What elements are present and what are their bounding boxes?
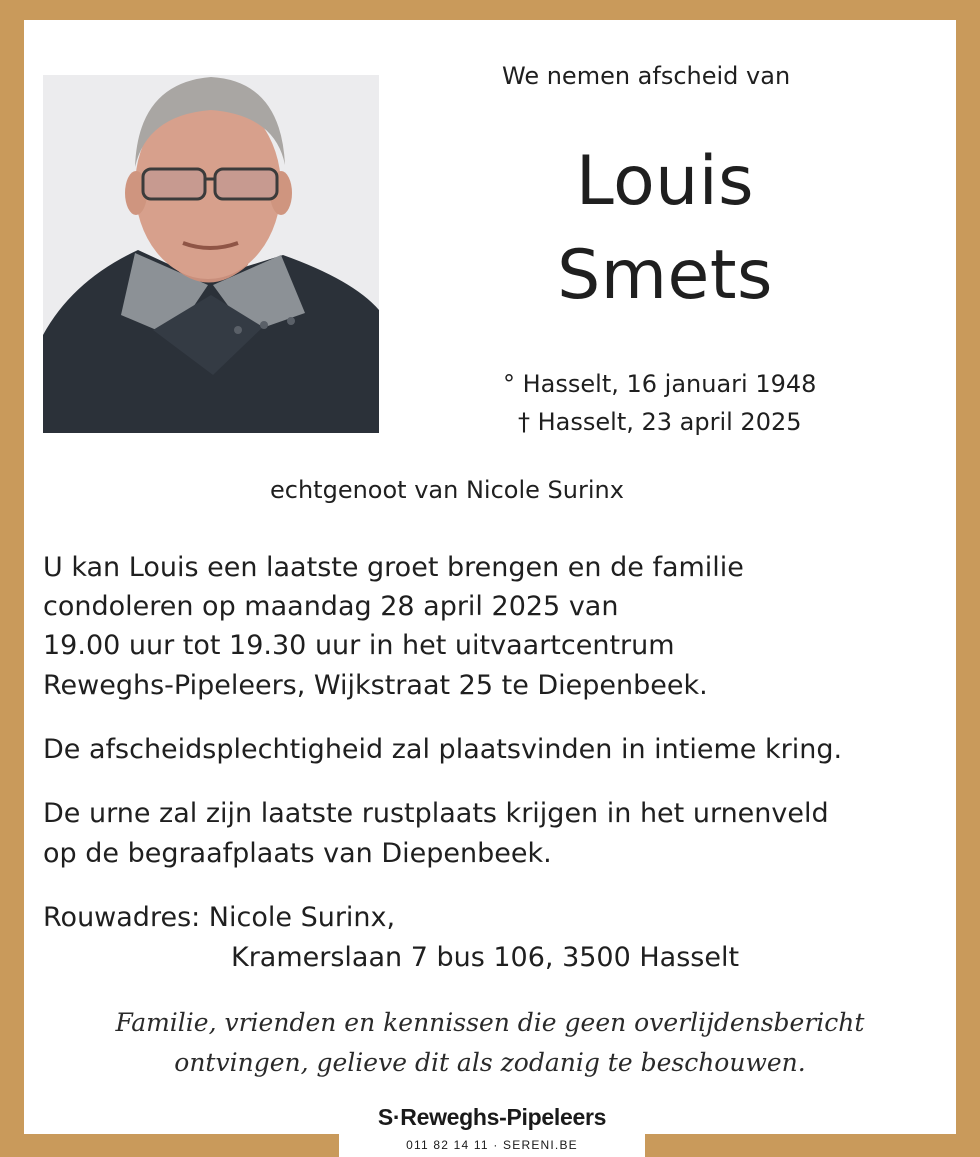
visit-line-2: condoleren op maandag 28 april 2025 van xyxy=(43,591,619,622)
closing-note-line-1: Familie, vrienden en kennissen die geen overlijdensbericht xyxy=(115,1008,865,1037)
ceremony-text: De afscheidsplechtigheid zal plaatsvinden in intieme kring. xyxy=(43,734,843,765)
funeral-home-logo xyxy=(339,1104,645,1131)
birth-date: ° Hasselt, 16 januari 1948 xyxy=(503,370,817,398)
spouse-line: echtgenoot van Nicole Surinx xyxy=(270,476,624,504)
intro-text: We nemen afscheid van xyxy=(502,62,791,90)
urn-line-1: De urne zal zijn laatste rustplaats krijgen in het urnenveld xyxy=(43,798,829,829)
address-line-1: Rouwadres: Nicole Surinx, xyxy=(43,902,396,933)
death-date: † Hasselt, 23 april 2025 xyxy=(518,408,802,436)
closing-note-line-2: ontvingen, gelieve dit als zodanig te beschouwen. xyxy=(174,1048,806,1077)
footer xyxy=(339,1100,645,1157)
portrait-photo xyxy=(43,75,379,433)
logo-mark: S· xyxy=(377,1104,401,1130)
address-line-2: Kramerslaan 7 bus 106, 3500 Hasselt xyxy=(231,942,740,973)
urn-line-2: op de begraafplaats van Diepenbeek. xyxy=(43,838,552,869)
last-name: Smets xyxy=(557,236,773,315)
first-name: Louis xyxy=(575,142,755,221)
visit-line-1: U kan Louis een laatste groet brengen en de familie xyxy=(43,552,744,583)
funeral-home-contact: 011 82 14 11 · SERENI.BE xyxy=(406,1138,578,1152)
portrait-illustration xyxy=(43,75,379,433)
visit-line-4: Reweghs-Pipeleers, Wijkstraat 25 te Diepenbeek. xyxy=(43,670,708,701)
funeral-home-name: Reweghs-Pipeleers xyxy=(400,1104,607,1130)
visit-line-3: 19.00 uur tot 19.30 uur in het uitvaartcentrum xyxy=(43,630,675,661)
